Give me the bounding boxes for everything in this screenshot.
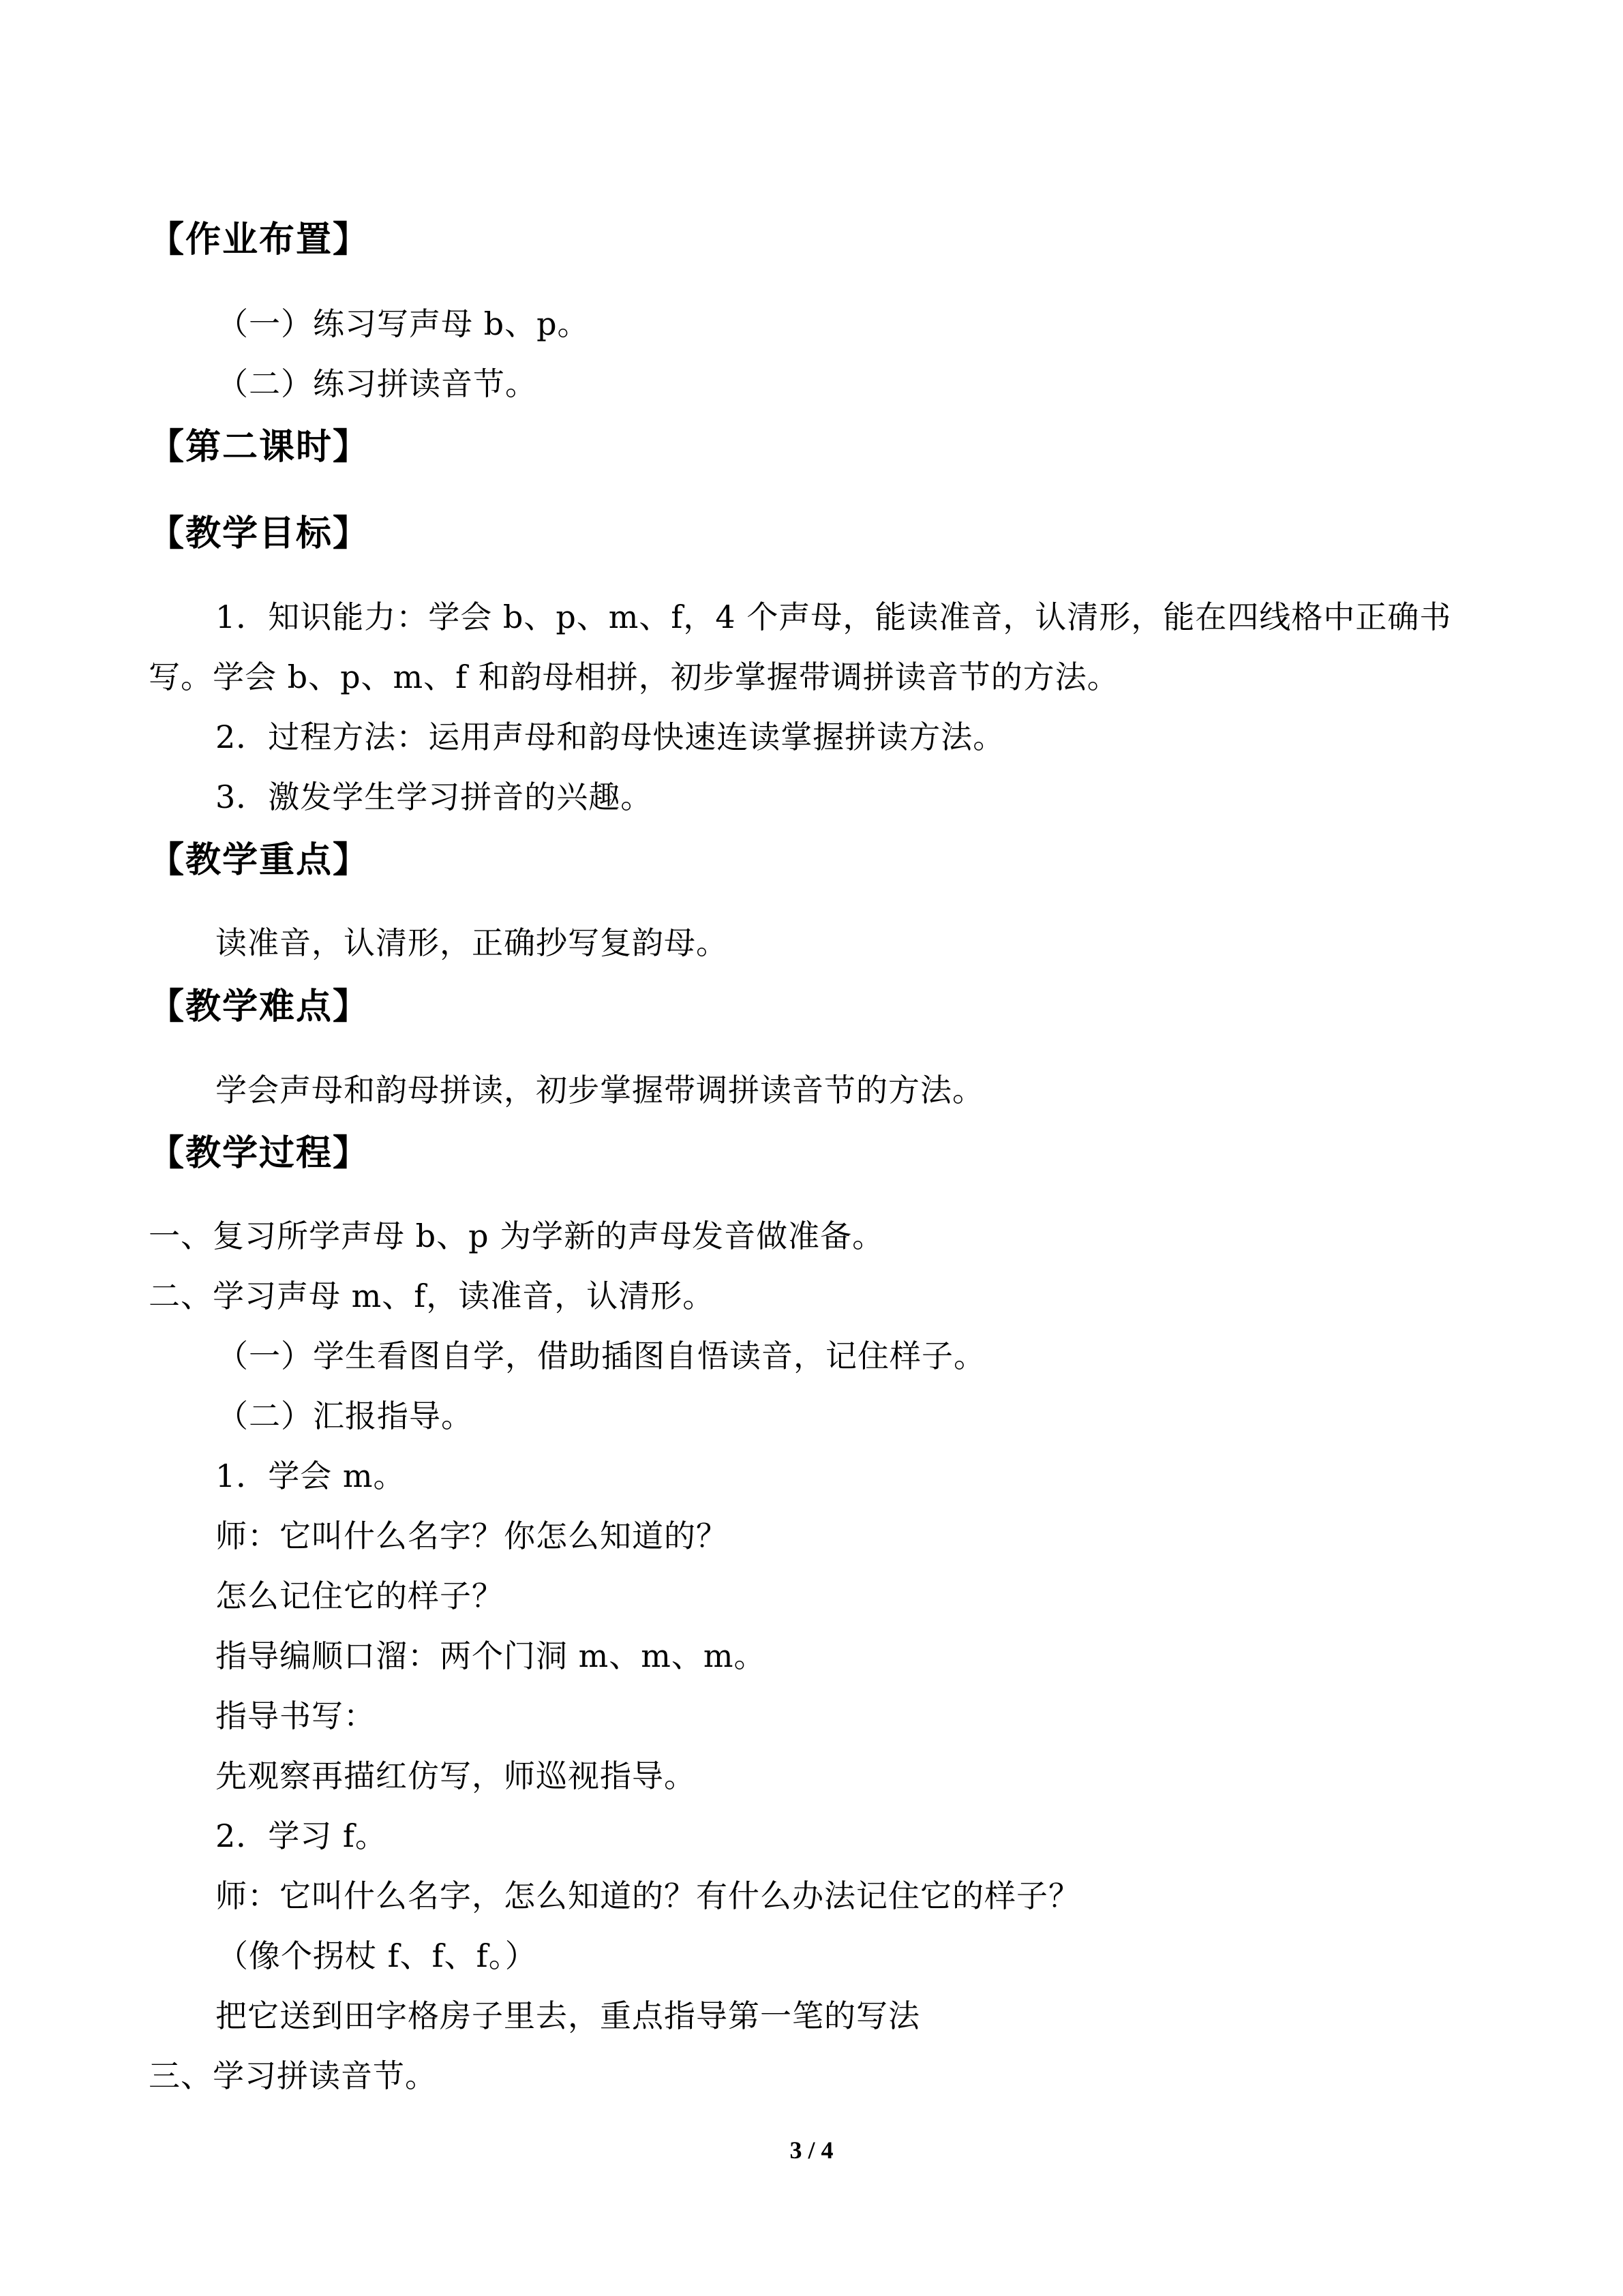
process-line: （一）学生看图自学，借助插图自悟读音，记住样子。 (217, 1338, 986, 1374)
homework-item-1: （一）练习写声母 b、p。 (217, 305, 590, 342)
process-line: 怎么记住它的样子？ (215, 1577, 504, 1614)
objective-1-line-1: 1．知识能力：学会 b、p、m、f，4 个声母，能读准音，认清形，能在四线格中正确书 (215, 599, 1452, 635)
difficulties-text: 学会声母和韵母拼读，初步掌握带调拼读音节的方法。 (215, 1072, 984, 1108)
process-line: 1．学会 m。 (215, 1457, 406, 1494)
process-heading: 【教学过程】 (149, 1133, 370, 1174)
homework-heading: 【作业布置】 (149, 220, 370, 260)
process-line: （二）汇报指导。 (217, 1398, 473, 1434)
objective-3: 3．激发学生学习拼音的兴趣。 (215, 779, 653, 815)
objective-2: 2．过程方法：运用声母和韵母快速连读掌握拼读方法。 (215, 719, 1005, 755)
key-points-text: 读准音，认清形，正确抄写复韵母。 (215, 924, 728, 961)
homework-item-2: （二）练习拼读音节。 (217, 365, 537, 402)
objectives-heading: 【教学目标】 (149, 513, 370, 554)
page-number: 3 / 4 (789, 2136, 834, 2164)
process-line: 二、学习声母 m、f，读准音，认清形。 (149, 1278, 715, 1314)
process-line: 一、复习所学声母 b、p 为学新的声母发音做准备。 (149, 1218, 885, 1254)
process-line: 把它送到田字格房子里去，重点指导第一笔的写法 (215, 1997, 920, 2034)
process-line: 师：它叫什么名字，怎么知道的？有什么办法记住它的样子？ (215, 1877, 1080, 1914)
process-line: 指导编顺口溜：两个门洞 m、m、m。 (215, 1637, 766, 1674)
objective-1-line-2: 写。学会 b、p、m、f 和韵母相拼，初步掌握带调拼读音节的方法。 (149, 659, 1119, 695)
process-line: 先观察再描红仿写，师巡视指导。 (215, 1757, 696, 1794)
key-points-heading: 【教学重点】 (149, 840, 370, 881)
second-lesson-heading: 【第二课时】 (149, 427, 370, 468)
process-line: 2．学习 f。 (215, 1817, 387, 1854)
process-line: 指导书写： (215, 1697, 376, 1734)
difficulties-heading: 【教学难点】 (149, 986, 370, 1027)
process-line: 师：它叫什么名字？你怎么知道的？ (215, 1517, 728, 1554)
process-line: 三、学习拼读音节。 (149, 2057, 437, 2094)
process-line: （像个拐杖 f、f、f。） (217, 1937, 537, 1974)
